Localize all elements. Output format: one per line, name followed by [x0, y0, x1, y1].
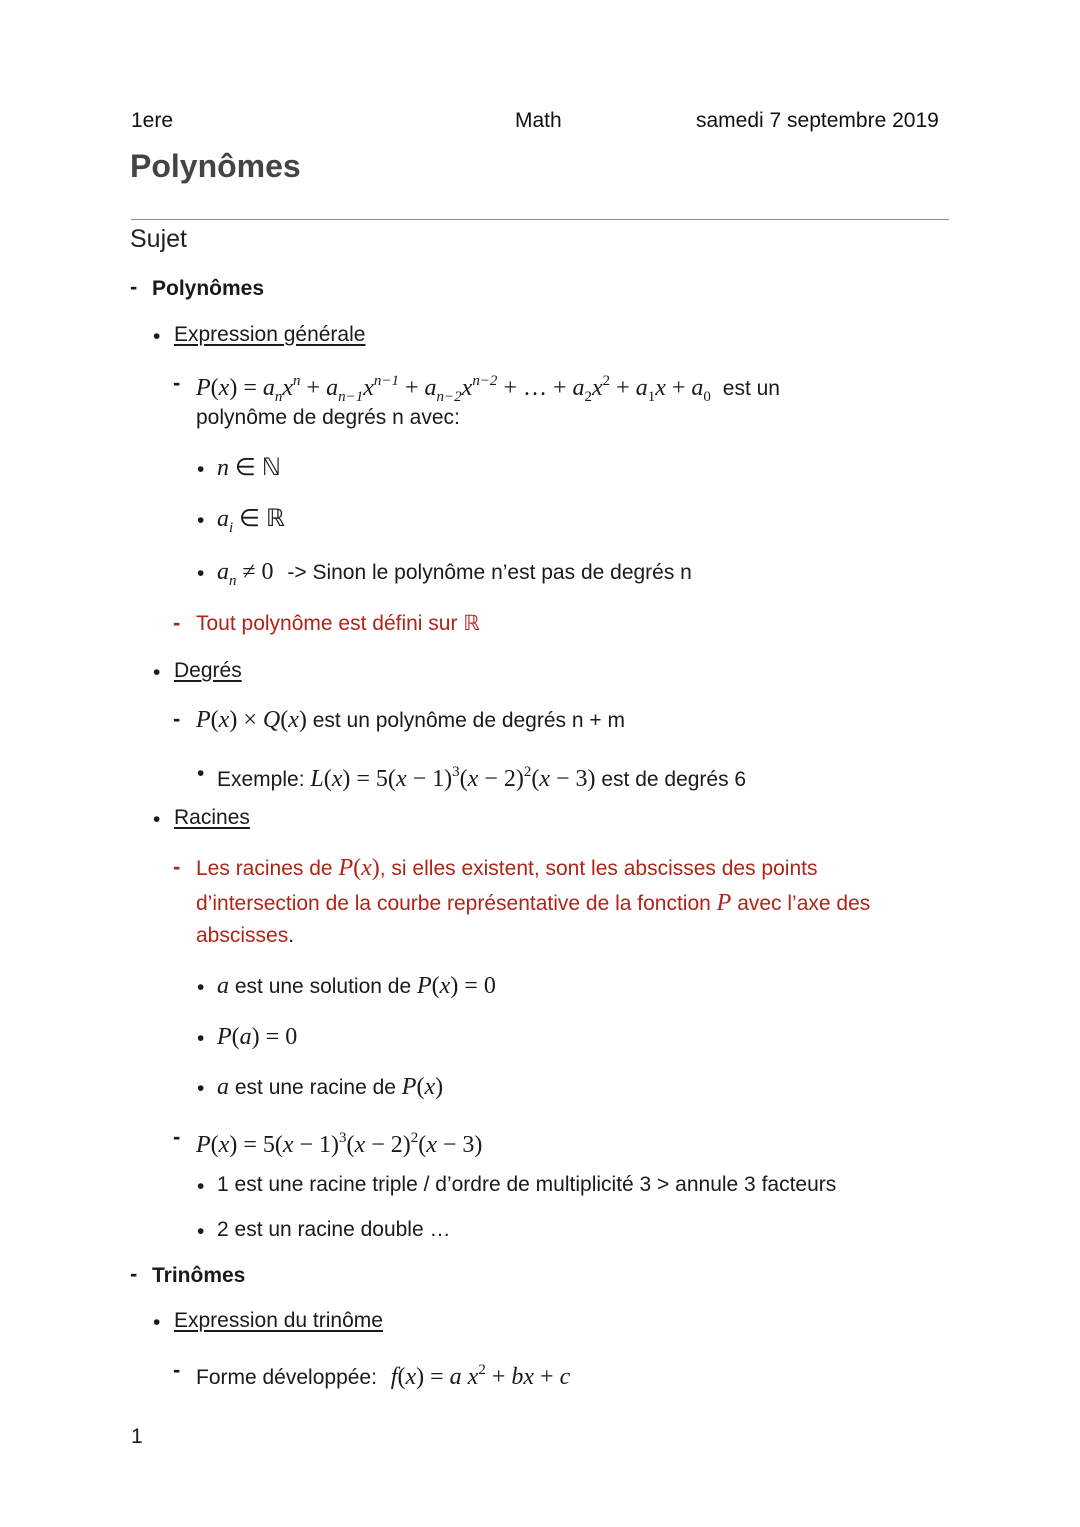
- example-label: Exemple:: [217, 768, 305, 791]
- dash-bullet: -: [173, 854, 181, 879]
- expression-generale-heading: Expression générale: [174, 323, 366, 346]
- defined-on-r: Tout polynôme est défini sur ℝ: [196, 612, 480, 635]
- degree-product-text: est un polynôme de degrés n + m: [312, 709, 625, 732]
- condition-an-text: -> Sinon le polynôme n’est pas de degrés n: [287, 561, 692, 584]
- header-class: 1ere: [131, 109, 174, 132]
- triple-root-text: 1 est une racine triple / d’ordre de multiplicité 3 > annule 3 facteurs: [217, 1173, 837, 1196]
- dash-bullet: -: [173, 1357, 181, 1382]
- roots-definition-line3: [196, 919, 294, 953]
- bullet: •: [197, 976, 205, 999]
- dash-bullet: -: [173, 1124, 181, 1149]
- bullet: •: [153, 325, 161, 348]
- roots-text-a: Les racines de: [196, 857, 333, 880]
- degres-heading: Degrés: [174, 659, 242, 682]
- roots-definition-line1: Les racines de P(x), si elles existent, sont les abscisses des points: [196, 855, 818, 881]
- roots-text-dot: .: [288, 924, 295, 947]
- header-subject: Math: [515, 109, 562, 132]
- expression-line2: polynôme de degrés n avec:: [196, 406, 460, 429]
- roots-text-d: avec l’axe des: [737, 892, 871, 915]
- root-solution-text: est une solution de: [234, 975, 412, 998]
- degree-product-line: P(x) × Q(x) est un polynôme de degrés n + m: [196, 707, 625, 733]
- bullet: •: [197, 1077, 205, 1100]
- polynomial-formula: $P(x) = a_nx^n + a_{n-1}x^{n-1} + a_{n-2}x^{n-2}$ + … + $a_2x^2 + a_1x + a_0$: [196, 373, 711, 405]
- bullet: •: [197, 1175, 205, 1198]
- bullet: •: [153, 808, 161, 831]
- bullet: •: [197, 458, 205, 481]
- page-title: Polynômes: [130, 148, 301, 184]
- dash-bullet: -: [173, 370, 181, 395]
- bullet: •: [197, 509, 205, 532]
- title-divider: [131, 219, 949, 220]
- trinomes-heading: Trinômes: [152, 1264, 246, 1287]
- expression-trinome-heading: Expression du trinôme: [174, 1309, 383, 1332]
- dash-bullet: -: [130, 1261, 138, 1286]
- double-root-text: 2 est un racine double …: [217, 1218, 451, 1241]
- header-date: samedi 7 septembre 2019: [696, 109, 939, 132]
- example-tail: est de degrés 6: [601, 768, 747, 791]
- bullet: •: [197, 1220, 205, 1243]
- roots-text-b: , si elles existent, sont les abscisses des points: [379, 857, 818, 880]
- bullet: •: [153, 1311, 161, 1334]
- root-solution-line: a est une solution de P(x) = 0: [217, 973, 496, 999]
- degree-example: Exemple: $L(x) = 5(x - 1)^3(x - 2)^2(x - 3)$ est de degrés 6: [217, 764, 747, 792]
- root-evaluation-line: P(a) = 0: [217, 1024, 298, 1050]
- bullet: •: [153, 661, 161, 684]
- polynomes-heading: Polynômes: [152, 277, 265, 300]
- bullet: •: [197, 762, 205, 785]
- condition-an-nonzero: $a_n \ne 0$ -> Sinon le polynôme n’est pas de degrés n: [217, 559, 692, 589]
- dash-bullet: -: [173, 706, 181, 731]
- section-heading: Sujet: [130, 225, 187, 253]
- root-of-line: a est une racine de P(x): [217, 1074, 444, 1100]
- condition-ai-real: $a_i$ ∈ ℝ: [217, 506, 285, 536]
- expression-tail: est un: [722, 377, 780, 400]
- developed-form-line: Forme développée: f(x) = a $x^2$ + bx + c: [196, 1362, 571, 1390]
- bullet: •: [197, 1027, 205, 1050]
- bullet: •: [197, 562, 205, 585]
- racines-heading: Racines: [174, 806, 250, 829]
- developed-form-label: Forme développée:: [196, 1366, 377, 1389]
- roots-text-c: d’intersection de la courbe représentative de la fonction: [196, 892, 711, 915]
- root-of-text: est une racine de: [234, 1076, 396, 1099]
- factored-example: $P(x) = 5(x - 1)^3(x - 2)^2(x - 3)$: [196, 1130, 483, 1158]
- page-number: 1: [131, 1425, 143, 1448]
- dash-bullet: -: [173, 610, 181, 635]
- condition-n-natural: n ∈ ℕ: [217, 455, 281, 481]
- roots-text-e: abscisses: [196, 924, 289, 947]
- dash-bullet: -: [130, 274, 138, 299]
- roots-definition-line2: d’intersection de la courbe représentative de la fonction P avec l’axe des: [196, 890, 871, 916]
